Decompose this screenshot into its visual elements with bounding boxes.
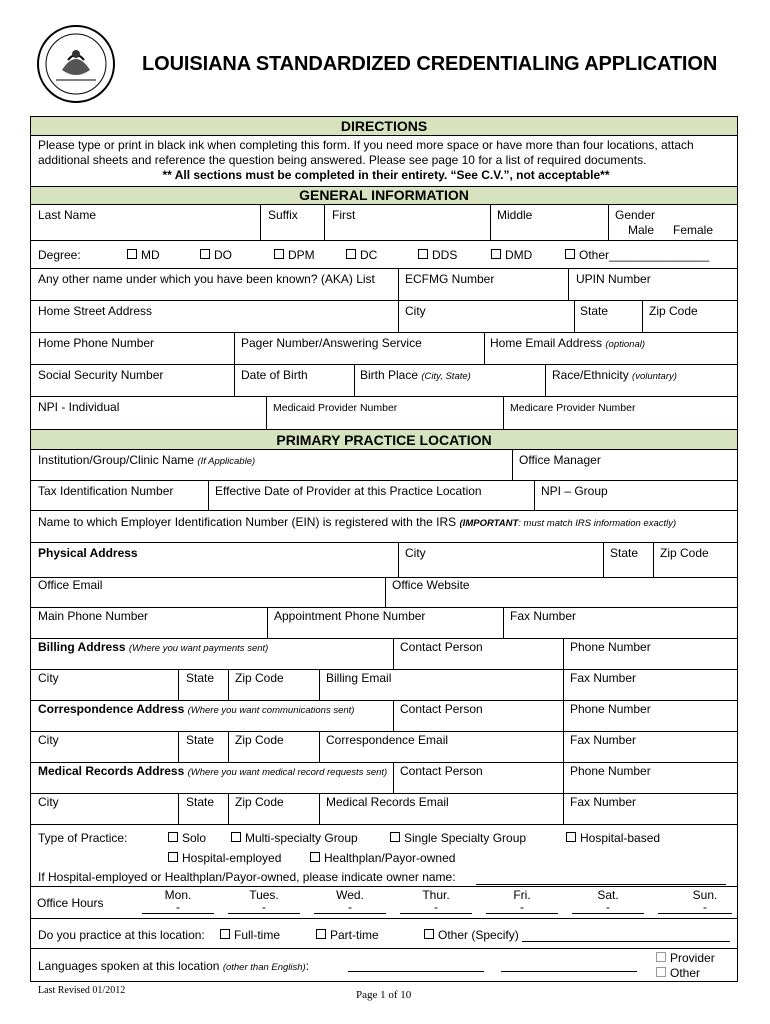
divider	[228, 793, 229, 824]
row-divider	[31, 510, 737, 511]
practice-hospital-based-checkbox[interactable]	[566, 831, 660, 845]
divider	[398, 300, 399, 332]
billing-fax-label: Fax Number	[570, 671, 637, 685]
lang-provider-label: Provider	[670, 951, 715, 965]
louisiana-state-seal	[32, 24, 120, 104]
divider	[545, 364, 546, 396]
pager-label: Pager Number/Answering Service	[241, 336, 422, 350]
degree-dmd-label: DMD	[505, 248, 533, 262]
correspondence-note: (Where you want communications sent)	[187, 705, 355, 716]
race-text: Race/Ethnicity	[552, 368, 629, 382]
birth-place-text: Birth Place	[360, 368, 419, 382]
first-name-label: First	[332, 208, 356, 222]
aka-label: Any other name under which you have been known? (AKA) List	[38, 272, 375, 286]
physical-city-label: City	[405, 546, 426, 560]
practice-multi-specialty-checkbox[interactable]	[231, 831, 358, 845]
degree-md-label: MD	[141, 248, 160, 262]
full-time-checkbox[interactable]	[220, 928, 280, 942]
medicare-label: Medicare Provider Number	[510, 402, 636, 414]
day-sat-label: Sat.	[597, 888, 619, 902]
main-phone-label: Main Phone Number	[38, 609, 149, 623]
lang-other-label: Other	[670, 966, 701, 980]
divider	[319, 793, 320, 824]
type-of-practice-label: Type of Practice:	[38, 831, 128, 845]
correspondence-contact-label: Contact Person	[400, 702, 483, 716]
divider	[484, 332, 485, 364]
home-zip-label: Zip Code	[649, 304, 698, 318]
practice-hospital-based-label: Hospital-based	[580, 831, 661, 845]
divider	[267, 607, 268, 638]
row-divider	[31, 240, 737, 241]
fax-label: Fax Number	[510, 609, 577, 623]
checkbox-icon	[168, 832, 178, 842]
correspondence-address-label	[38, 702, 354, 718]
medical-records-city-label: City	[38, 795, 59, 809]
home-email-text: Home Email Address	[490, 336, 603, 350]
billing-contact-label: Contact Person	[400, 640, 483, 654]
languages-label	[38, 959, 309, 975]
home-city-label: City	[405, 304, 426, 318]
practice-solo-checkbox[interactable]	[168, 831, 206, 845]
voluntary-note: (voluntary)	[632, 371, 677, 382]
gender-female-option[interactable]: Female	[673, 223, 714, 237]
hours-sun[interactable]	[658, 888, 732, 914]
checkbox-icon	[220, 929, 230, 939]
correspondence-fax-label: Fax Number	[570, 733, 637, 747]
home-street-label: Home Street Address	[38, 304, 153, 318]
divider	[385, 577, 386, 607]
day-sun-label: Sun.	[692, 888, 718, 902]
ein-label	[38, 515, 676, 531]
checkbox-icon	[316, 929, 326, 939]
degree-dc-label: DC	[360, 248, 378, 262]
language-line-1[interactable]	[348, 971, 484, 972]
checkbox-icon	[200, 249, 210, 259]
row-divider	[31, 824, 737, 825]
medicaid-label: Medicaid Provider Number	[273, 402, 398, 414]
ecfmg-label: ECFMG Number	[405, 272, 495, 286]
billing-email-label: Billing Email	[326, 671, 392, 685]
correspondence-zip-label: Zip Code	[235, 733, 284, 747]
divider	[393, 700, 394, 731]
divider	[568, 268, 569, 300]
ein-note: : must match IRS information exactly)	[518, 518, 677, 529]
npi-group-label: NPI – Group	[541, 484, 608, 498]
primary-practice-heading: PRIMARY PRACTICE LOCATION	[31, 429, 737, 450]
day-fri-label: Fri.	[513, 888, 531, 902]
billing-state-label: State	[186, 671, 215, 685]
checkbox-icon	[168, 852, 178, 862]
optional-note: (optional)	[605, 339, 645, 350]
ein-text: Name to which Employer Identification Number (EIN) is registered with the IRS	[38, 515, 457, 529]
practice-hospital-employed-label: Hospital-employed	[182, 851, 282, 865]
physical-zip-label: Zip Code	[660, 546, 709, 560]
checkbox-icon	[565, 249, 575, 259]
directions-line-2: additional sheets and reference the question being answered. Please see page 10 for a list of required documents.	[38, 153, 647, 167]
hours-tue[interactable]	[228, 888, 300, 914]
home-state-label: State	[580, 304, 609, 318]
divider	[534, 480, 535, 510]
tax-id-label: Tax Identification Number	[38, 484, 174, 498]
hours-dash: -	[658, 902, 732, 914]
hours-dash: -	[400, 902, 472, 914]
hospital-owner-label: If Hospital-employed or Healthplan/Payor-owned, please indicate owner name:	[38, 870, 456, 884]
checkbox-icon	[390, 832, 400, 842]
hours-mon[interactable]	[142, 888, 214, 914]
medical-records-address-text: Medical Records Address	[38, 764, 185, 778]
languages-note: (other than English)	[222, 962, 306, 973]
degree-label: Degree:	[38, 248, 81, 262]
checkbox-icon	[566, 832, 576, 842]
row-divider	[31, 731, 737, 732]
divider	[503, 607, 504, 638]
correspondence-city-label: City	[38, 733, 59, 747]
dob-label: Date of Birth	[241, 368, 308, 382]
checkbox-icon	[656, 967, 666, 977]
practice-multi-specialty-label: Multi-specialty Group	[245, 831, 358, 845]
billing-zip-label: Zip Code	[235, 671, 284, 685]
office-email-label: Office Email	[38, 578, 103, 592]
divider	[178, 731, 179, 762]
row-divider	[31, 396, 737, 397]
row-divider	[31, 300, 737, 301]
practice-at-label: Do you practice at this location:	[38, 928, 205, 942]
divider	[653, 542, 654, 577]
row-divider	[31, 268, 737, 269]
day-wed-label: Wed.	[336, 888, 364, 902]
suffix-label: Suffix	[268, 208, 298, 222]
row-divider	[31, 762, 737, 763]
practice-solo-label: Solo	[182, 831, 207, 845]
birth-place-label	[360, 368, 471, 384]
row-divider	[31, 607, 737, 608]
practice-healthplan-owned-label: Healthplan/Payor-owned	[324, 851, 456, 865]
medical-records-zip-label: Zip Code	[235, 795, 284, 809]
divider	[208, 480, 209, 510]
divider	[563, 731, 564, 824]
part-time-checkbox[interactable]	[316, 928, 379, 942]
hours-sat[interactable]	[572, 888, 644, 914]
office-manager-label: Office Manager	[519, 453, 601, 467]
day-tue-label: Tues.	[249, 888, 279, 902]
divider	[398, 542, 399, 577]
divider	[608, 205, 609, 240]
institution-text: Institution/Group/Clinic Name	[38, 453, 195, 467]
ein-important: (IMPORTANT	[459, 518, 519, 529]
divider	[228, 669, 229, 700]
divider	[642, 300, 643, 332]
row-divider	[31, 886, 737, 887]
medical-records-state-label: State	[186, 795, 215, 809]
directions-heading: DIRECTIONS	[31, 116, 737, 136]
divider	[266, 396, 267, 429]
owner-name-line[interactable]	[476, 884, 726, 885]
practice-single-specialty-checkbox[interactable]	[390, 831, 526, 845]
medical-records-phone-label: Phone Number	[570, 764, 651, 778]
divider	[324, 205, 325, 240]
divider	[260, 205, 261, 240]
divider	[228, 731, 229, 762]
degree-dds-checkbox[interactable]	[418, 248, 457, 262]
lang-provider-checkbox[interactable]	[656, 951, 715, 965]
home-email-label	[490, 336, 645, 352]
directions-line-3: ** All sections must be completed in their entirety. “See C.V.”, not acceptable**	[162, 168, 610, 182]
hours-wed[interactable]	[314, 888, 386, 914]
npi-individual-label: NPI - Individual	[38, 400, 120, 414]
checkbox-icon	[656, 952, 666, 962]
part-time-label: Part-time	[330, 928, 379, 942]
general-information-heading: GENERAL INFORMATION	[31, 186, 737, 205]
divider	[319, 731, 320, 762]
appointment-phone-label: Appointment Phone Number	[274, 609, 426, 623]
hours-dash: -	[142, 902, 214, 914]
race-label	[552, 368, 677, 384]
row-divider	[31, 364, 737, 365]
divider	[574, 300, 575, 332]
divider	[319, 669, 320, 700]
divider	[393, 762, 394, 793]
billing-address-text: Billing Address	[38, 640, 126, 654]
office-website-label: Office Website	[392, 578, 470, 592]
physical-address-label: Physical Address	[38, 546, 138, 560]
degree-other-checkbox[interactable]	[565, 248, 709, 262]
full-time-label: Full-time	[234, 928, 281, 942]
ssn-label: Social Security Number	[38, 368, 164, 382]
office-hours-label: Office Hours	[37, 896, 104, 910]
row-divider	[31, 700, 737, 701]
billing-phone-label: Phone Number	[570, 640, 651, 654]
row-divider	[31, 948, 737, 949]
divider	[563, 638, 564, 731]
directions-line-1: Please type or print in black ink when completing this form. If you need more space or have more than four locations, attach	[38, 138, 694, 152]
degree-dpm-checkbox[interactable]	[274, 248, 315, 262]
other-specify-label: Other (Specify)	[438, 928, 519, 942]
billing-note: (Where you want payments sent)	[128, 643, 269, 654]
divider	[503, 396, 504, 429]
page-number: Page 1 of 10	[356, 989, 412, 1001]
correspondence-phone-label: Phone Number	[570, 702, 651, 716]
day-thu-label: Thur.	[422, 888, 450, 902]
checkbox-icon	[424, 929, 434, 939]
language-line-2[interactable]	[501, 971, 637, 972]
checkbox-icon	[346, 249, 356, 259]
degree-dc-checkbox[interactable]	[346, 248, 377, 262]
divider	[490, 205, 491, 240]
checkbox-icon	[127, 249, 137, 259]
lang-other-checkbox[interactable]	[656, 966, 700, 980]
languages-text: Languages spoken at this location	[38, 959, 220, 973]
divider	[178, 793, 179, 824]
middle-name-label: Middle	[497, 208, 533, 222]
divider	[512, 450, 513, 480]
correspondence-state-label: State	[186, 733, 215, 747]
divider	[398, 268, 399, 300]
degree-other-label: Other_______________	[579, 248, 710, 262]
medical-records-address-label	[38, 764, 387, 780]
degree-dpm-label: DPM	[288, 248, 315, 262]
home-phone-label: Home Phone Number	[38, 336, 155, 350]
page-title: LOUISIANA STANDARDIZED CREDENTIALING APPLICATION	[142, 53, 718, 75]
billing-city-label: City	[38, 671, 59, 685]
practice-single-specialty-label: Single Specialty Group	[404, 831, 527, 845]
other-specify-checkbox[interactable]	[424, 928, 519, 942]
degree-do-checkbox[interactable]	[200, 248, 232, 262]
physical-state-label: State	[610, 546, 639, 560]
medical-records-email-label: Medical Records Email	[326, 795, 449, 809]
checkbox-icon	[418, 249, 428, 259]
languages-colon: :	[305, 959, 310, 973]
correspondence-email-label: Correspondence Email	[326, 733, 449, 747]
day-mon-label: Mon.	[164, 888, 192, 902]
directions-text	[38, 138, 734, 183]
checkbox-icon	[491, 249, 501, 259]
row-divider	[31, 577, 737, 578]
medical-records-fax-label: Fax Number	[570, 795, 637, 809]
other-specify-line[interactable]	[522, 941, 730, 942]
medical-records-note: (Where you want medical record requests sent)	[187, 767, 388, 778]
checkbox-icon	[310, 852, 320, 862]
divider	[603, 542, 604, 577]
divider	[234, 364, 235, 396]
last-revised: Last Revised 01/2012	[38, 985, 126, 996]
practice-hospital-employed-checkbox[interactable]	[168, 851, 281, 865]
degree-do-label: DO	[214, 248, 232, 262]
billing-address-label	[38, 640, 268, 656]
hours-dash: -	[486, 902, 558, 914]
row-divider	[31, 793, 737, 794]
divider	[178, 669, 179, 700]
correspondence-address-text: Correspondence Address	[38, 702, 185, 716]
hours-dash: -	[314, 902, 386, 914]
row-divider	[31, 669, 737, 670]
degree-dds-label: DDS	[432, 248, 458, 262]
hours-fri[interactable]	[486, 888, 558, 914]
row-divider	[31, 332, 737, 333]
row-divider	[31, 918, 737, 919]
checkbox-icon	[274, 249, 284, 259]
degree-md-checkbox[interactable]	[127, 248, 160, 262]
upin-label: UPIN Number	[576, 272, 651, 286]
if-applicable-note: (If Applicable)	[197, 456, 256, 467]
hours-thu[interactable]	[400, 888, 472, 914]
divider	[354, 364, 355, 396]
medical-records-contact-label: Contact Person	[400, 764, 483, 778]
hours-dash: -	[228, 902, 300, 914]
degree-dmd-checkbox[interactable]	[491, 248, 532, 262]
checkbox-icon	[231, 832, 241, 842]
hours-dash: -	[572, 902, 644, 914]
practice-healthplan-owned-checkbox[interactable]	[310, 851, 455, 865]
institution-label	[38, 453, 255, 469]
divider	[393, 638, 394, 669]
row-divider	[31, 480, 737, 481]
gender-male-option[interactable]: Male	[628, 223, 655, 237]
divider	[234, 332, 235, 364]
city-state-note: (City, State)	[421, 371, 471, 382]
row-divider	[31, 638, 737, 639]
last-name-label: Last Name	[38, 208, 97, 222]
effective-date-label: Effective Date of Provider at this Practice Location	[215, 484, 482, 498]
gender-label: Gender	[615, 208, 656, 222]
row-divider	[31, 542, 737, 543]
